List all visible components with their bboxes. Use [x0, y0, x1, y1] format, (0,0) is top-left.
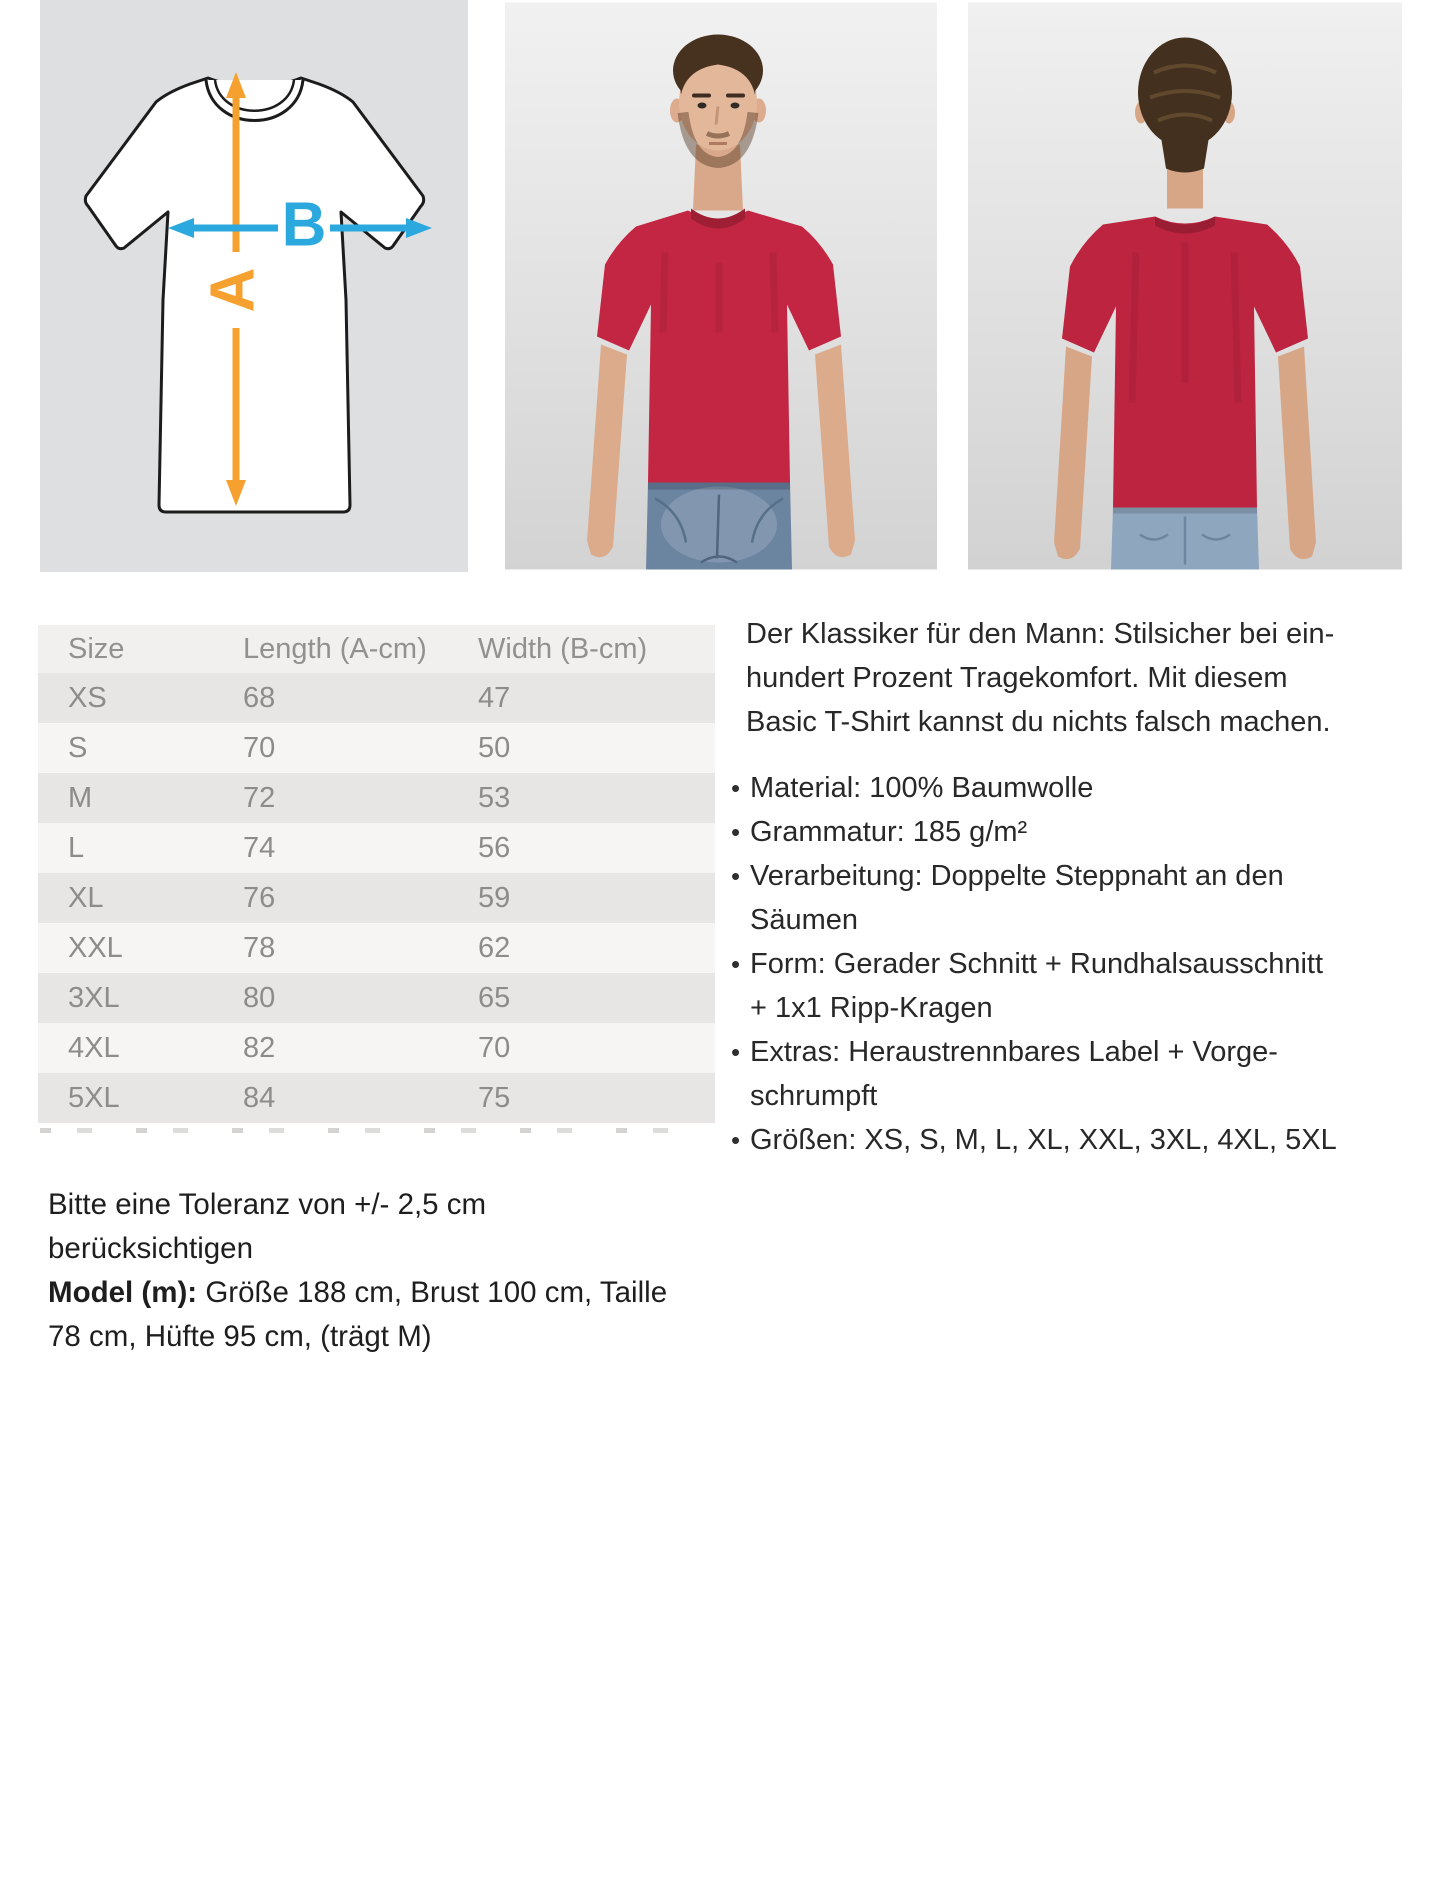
bullet-item — [731, 854, 1376, 942]
size-table-header-row — [38, 625, 715, 673]
table-row — [38, 873, 715, 923]
bullet-dot: • — [731, 1125, 741, 1155]
bullet-line: Material: 100% Baumwolle — [750, 772, 1094, 804]
measurement-notes — [48, 1183, 688, 1359]
length-cell: 82 — [243, 1031, 276, 1064]
tolerance-note: Bitte eine Toleranz von +/- 2,5 cm berücksichtigen — [48, 1188, 487, 1265]
bullet-item — [731, 810, 1376, 854]
bullet-dot: • — [731, 817, 741, 847]
width-cell: 59 — [478, 881, 511, 914]
bullet-line: Form: Gerader Schnitt + Rundhalsausschnitt — [750, 948, 1324, 980]
bullet-dot: • — [731, 949, 741, 979]
front-photo-graphic — [505, 0, 937, 572]
size-table — [38, 625, 715, 1123]
size-cell: XS — [68, 681, 107, 714]
bullet-dot: • — [731, 861, 741, 891]
size-cell: XXL — [68, 931, 123, 964]
length-column-header: Length (A-cm) — [213, 625, 448, 673]
size-cell: S — [68, 731, 88, 764]
size-cell: M — [68, 781, 93, 814]
bullet-item — [731, 766, 1376, 810]
bullet-line: Verarbeitung: Doppelte Steppnaht an den — [750, 860, 1284, 892]
bullet-line: Größen: XS, S, M, L, XL, XXL, 3XL, 4XL, 5XL — [750, 1124, 1337, 1156]
table-row — [38, 923, 715, 973]
back-photo-graphic — [968, 0, 1402, 572]
intro-line: hundert Prozent Tragekomfort. Mit diesem — [746, 662, 1288, 694]
product-description-intro — [746, 612, 1376, 744]
length-cell: 78 — [243, 931, 276, 964]
intro-line: Basic T-Shirt kannst du nichts falsch machen. — [746, 706, 1331, 738]
width-cell: 50 — [478, 731, 511, 764]
bullet-line: Säumen — [750, 904, 859, 936]
length-cell: 76 — [243, 881, 276, 914]
bullet-line: schrumpft — [750, 1080, 878, 1112]
size-cell: XL — [68, 881, 104, 914]
width-cell: 65 — [478, 981, 511, 1014]
table-row — [38, 823, 715, 873]
bullet-item — [731, 942, 1376, 1030]
table-row — [38, 1023, 715, 1073]
size-cell: 4XL — [68, 1031, 120, 1064]
intro-line: Der Klassiker für den Mann: Stilsicher bei ein- — [746, 618, 1335, 650]
width-column-header: Width (B-cm) — [448, 625, 715, 673]
table-row — [38, 723, 715, 773]
size-cell: L — [68, 831, 85, 864]
product-photo-front[interactable] — [505, 0, 937, 572]
clipped-text-artifact — [40, 1128, 700, 1133]
width-cell: 56 — [478, 831, 511, 864]
size-diagram-graphic — [40, 0, 468, 572]
model-info-line1: Größe 188 cm, Brust 100 cm, Taille — [205, 1276, 668, 1309]
model-info — [48, 1271, 688, 1315]
length-cell: 74 — [243, 831, 276, 864]
product-description — [731, 612, 1376, 1162]
model-info-line2: 78 cm, Hüfte 95 cm, (trägt M) — [48, 1320, 432, 1353]
length-cell: 84 — [243, 1081, 276, 1114]
size-cell: 3XL — [68, 981, 120, 1014]
table-row — [38, 973, 715, 1023]
width-cell: 62 — [478, 931, 511, 964]
model-info-label: Model (m): — [48, 1276, 198, 1309]
width-cell: 53 — [478, 781, 511, 814]
table-row — [38, 773, 715, 823]
size-diagram-image[interactable] — [40, 0, 468, 572]
length-cell: 80 — [243, 981, 276, 1014]
bullet-item — [731, 1118, 1376, 1162]
bullet-dot: • — [731, 1037, 741, 1067]
length-cell: 70 — [243, 731, 276, 764]
label-b: B — [281, 190, 327, 260]
size-cell: 5XL — [68, 1081, 120, 1114]
length-cell: 72 — [243, 781, 276, 814]
table-row — [38, 673, 715, 723]
width-cell: 47 — [478, 681, 511, 714]
width-cell: 70 — [478, 1031, 511, 1064]
length-cell: 68 — [243, 681, 276, 714]
label-a: A — [198, 267, 268, 313]
bullet-line: Extras: Heraustrennbares Label + Vorge- — [750, 1036, 1278, 1068]
product-feature-list — [731, 766, 1376, 1162]
width-cell: 75 — [478, 1081, 511, 1114]
size-column-header: Size — [38, 625, 213, 673]
bullet-line: Grammatur: 185 g/m² — [750, 816, 1028, 848]
bullet-dot: • — [731, 773, 741, 803]
bullet-item — [731, 1030, 1376, 1118]
table-row — [38, 1073, 715, 1123]
bullet-line: + 1x1 Ripp-Kragen — [750, 992, 993, 1024]
product-photo-back[interactable] — [968, 0, 1402, 572]
